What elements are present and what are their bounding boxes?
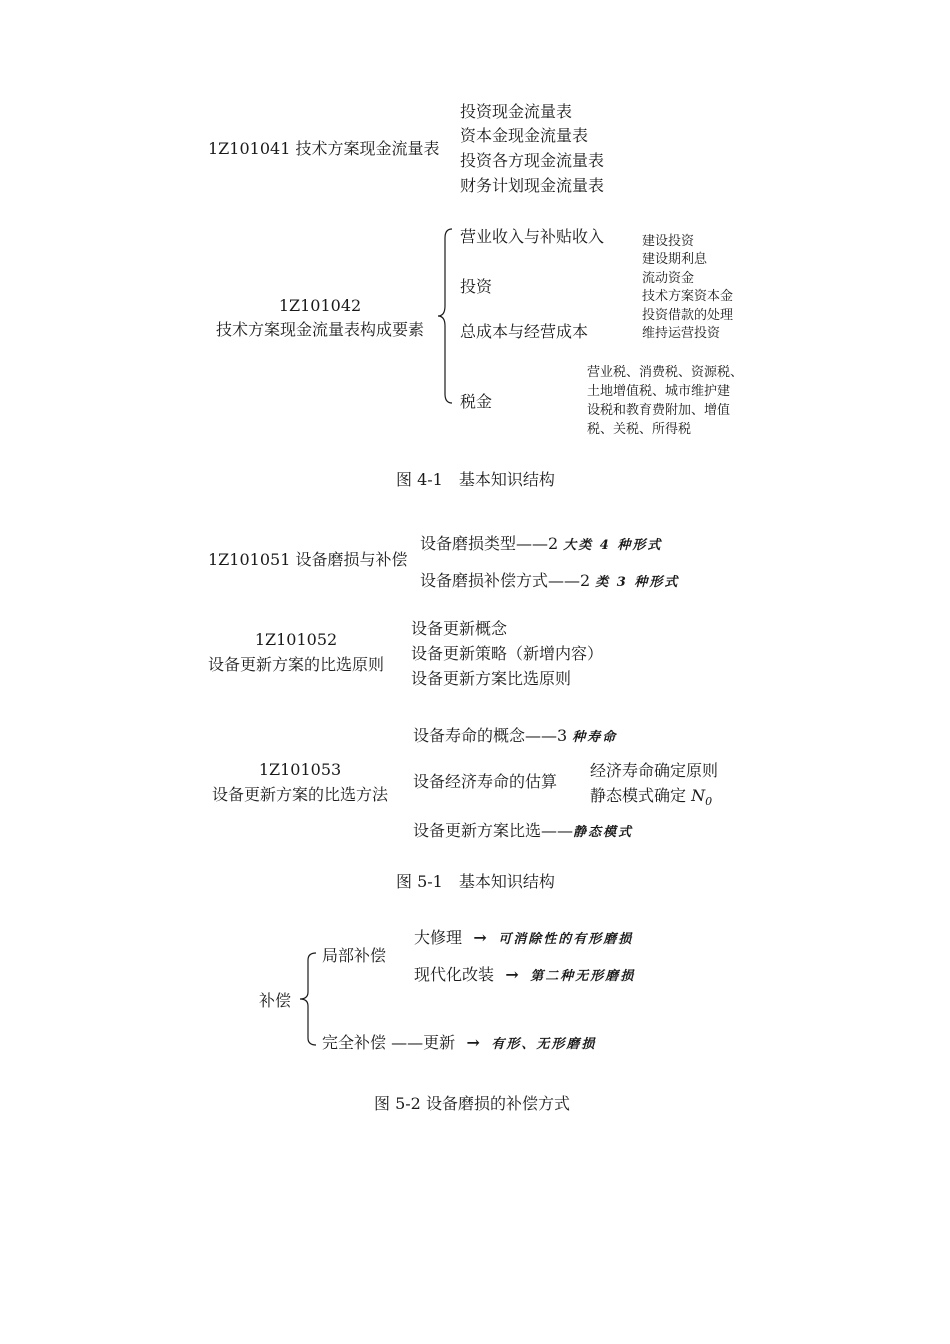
fig51-s3-title: 设备更新方案的比选方法 xyxy=(211,785,388,804)
fig51-s2-item: 设备更新概念 xyxy=(411,619,508,638)
fig51-s1-item-emphasis: 大类 4 种形式 xyxy=(563,538,663,553)
fig51-s2-item: 设备更新策略（新增内容） xyxy=(411,644,604,663)
fig52-repair: 大修理 xyxy=(414,928,463,947)
fig41-s2-code: 1Z101042 xyxy=(278,296,362,315)
fig41-tax-detail: 设税和教育费附加、增值 xyxy=(587,403,731,418)
fig52-repair-result: 可消除性的有形磨损 xyxy=(498,932,634,947)
fig41-left-brace xyxy=(436,228,456,404)
fig41-s1-item: 财务计划现金流量表 xyxy=(460,176,605,195)
fig52-full-row xyxy=(322,1035,596,1051)
fig51-caption: 图 5-1 基本知识结构 xyxy=(396,872,555,891)
arrow-right-icon: → xyxy=(473,928,487,947)
fig52-full-update: ——更新 xyxy=(391,1033,456,1052)
fig52-modernize-result: 第二种无形磨损 xyxy=(530,969,636,984)
fig51-s1-item-text: 设备磨损类型——2 xyxy=(420,534,564,553)
fig51-s3-item-emphasis: 静态模式 xyxy=(573,825,634,840)
fig51-s3-item-emphasis: 种寿命 xyxy=(572,730,618,745)
fig51-s1-title: 1Z101051 设备磨损与补偿 xyxy=(208,550,408,569)
fig51-s1-item xyxy=(420,573,679,589)
fig41-caption: 图 4-1 基本知识结构 xyxy=(396,470,555,489)
fig52-full: 完全补偿 xyxy=(322,1033,387,1052)
fig41-tax-detail: 税、关税、所得税 xyxy=(587,422,692,437)
fig51-n0-subscript: 0 xyxy=(705,795,713,809)
fig52-full-result: 有形、无形磨损 xyxy=(491,1037,597,1052)
fig52-modernize: 现代化改装 xyxy=(414,965,495,984)
fig51-s2-title: 设备更新方案的比选原则 xyxy=(207,655,384,674)
fig41-s1-item: 投资现金流量表 xyxy=(460,102,573,121)
fig51-s3-subitem-text: 静态模式确定 xyxy=(590,786,692,805)
fig41-invest-detail: 维持运营投资 xyxy=(642,326,721,341)
fig51-s3-item: 设备经济寿命的估算 xyxy=(413,772,558,791)
fig41-tax-detail: 土地增值税、城市维护建 xyxy=(587,384,731,399)
fig41-s2-item: 投资 xyxy=(460,277,493,296)
fig52-repair-row xyxy=(414,930,633,946)
fig52-modernize-row xyxy=(414,967,635,983)
fig41-invest-detail: 投资借款的处理 xyxy=(642,308,734,323)
fig41-s2-title: 技术方案现金流量表构成要素 xyxy=(215,320,424,339)
fig51-s3-subitem xyxy=(590,788,712,807)
fig51-n0-variable: N xyxy=(691,786,706,805)
fig51-s3-code: 1Z101053 xyxy=(258,760,342,779)
fig41-s2-item: 总成本与经营成本 xyxy=(460,322,589,341)
fig51-s2-item: 设备更新方案比选原则 xyxy=(411,669,572,688)
fig51-s3-item-text: 设备寿命的概念——3 xyxy=(413,726,573,745)
fig41-invest-detail: 技术方案资本金 xyxy=(642,289,734,304)
fig52-brace xyxy=(298,952,320,1046)
fig41-s1-item: 资本金现金流量表 xyxy=(460,126,589,145)
arrow-right-icon: → xyxy=(466,1033,480,1052)
fig51-s3-item-text: 设备更新方案比选—— xyxy=(413,821,574,840)
fig51-s2-code: 1Z101052 xyxy=(254,630,338,649)
fig51-s1-item-emphasis: 类 3 种形式 xyxy=(595,575,680,590)
fig41-invest-detail: 建设投资 xyxy=(642,234,695,249)
fig51-s3-item xyxy=(413,728,617,744)
fig41-invest-detail: 建设期利息 xyxy=(642,252,708,267)
fig41-s1-item: 投资各方现金流量表 xyxy=(460,151,605,170)
fig41-s2-item: 营业收入与补贴收入 xyxy=(460,227,605,246)
fig52-root: 补偿 xyxy=(259,991,292,1010)
fig51-s3-item xyxy=(413,823,633,839)
fig51-s1-item-text: 设备磨损补偿方式——2 xyxy=(420,571,596,590)
fig41-invest-detail: 流动资金 xyxy=(642,271,695,286)
fig52-caption: 图 5-2 设备磨损的补偿方式 xyxy=(374,1094,570,1113)
fig52-partial: 局部补偿 xyxy=(322,946,387,965)
fig51-s3-subitem: 经济寿命确定原则 xyxy=(590,761,719,780)
fig41-s2-item: 税金 xyxy=(460,392,493,411)
fig41-tax-detail: 营业税、消费税、资源税、 xyxy=(587,365,744,380)
fig41-s1-title: 1Z101041 技术方案现金流量表 xyxy=(208,139,440,158)
arrow-right-icon: → xyxy=(505,965,519,984)
fig51-s1-item xyxy=(420,536,662,552)
